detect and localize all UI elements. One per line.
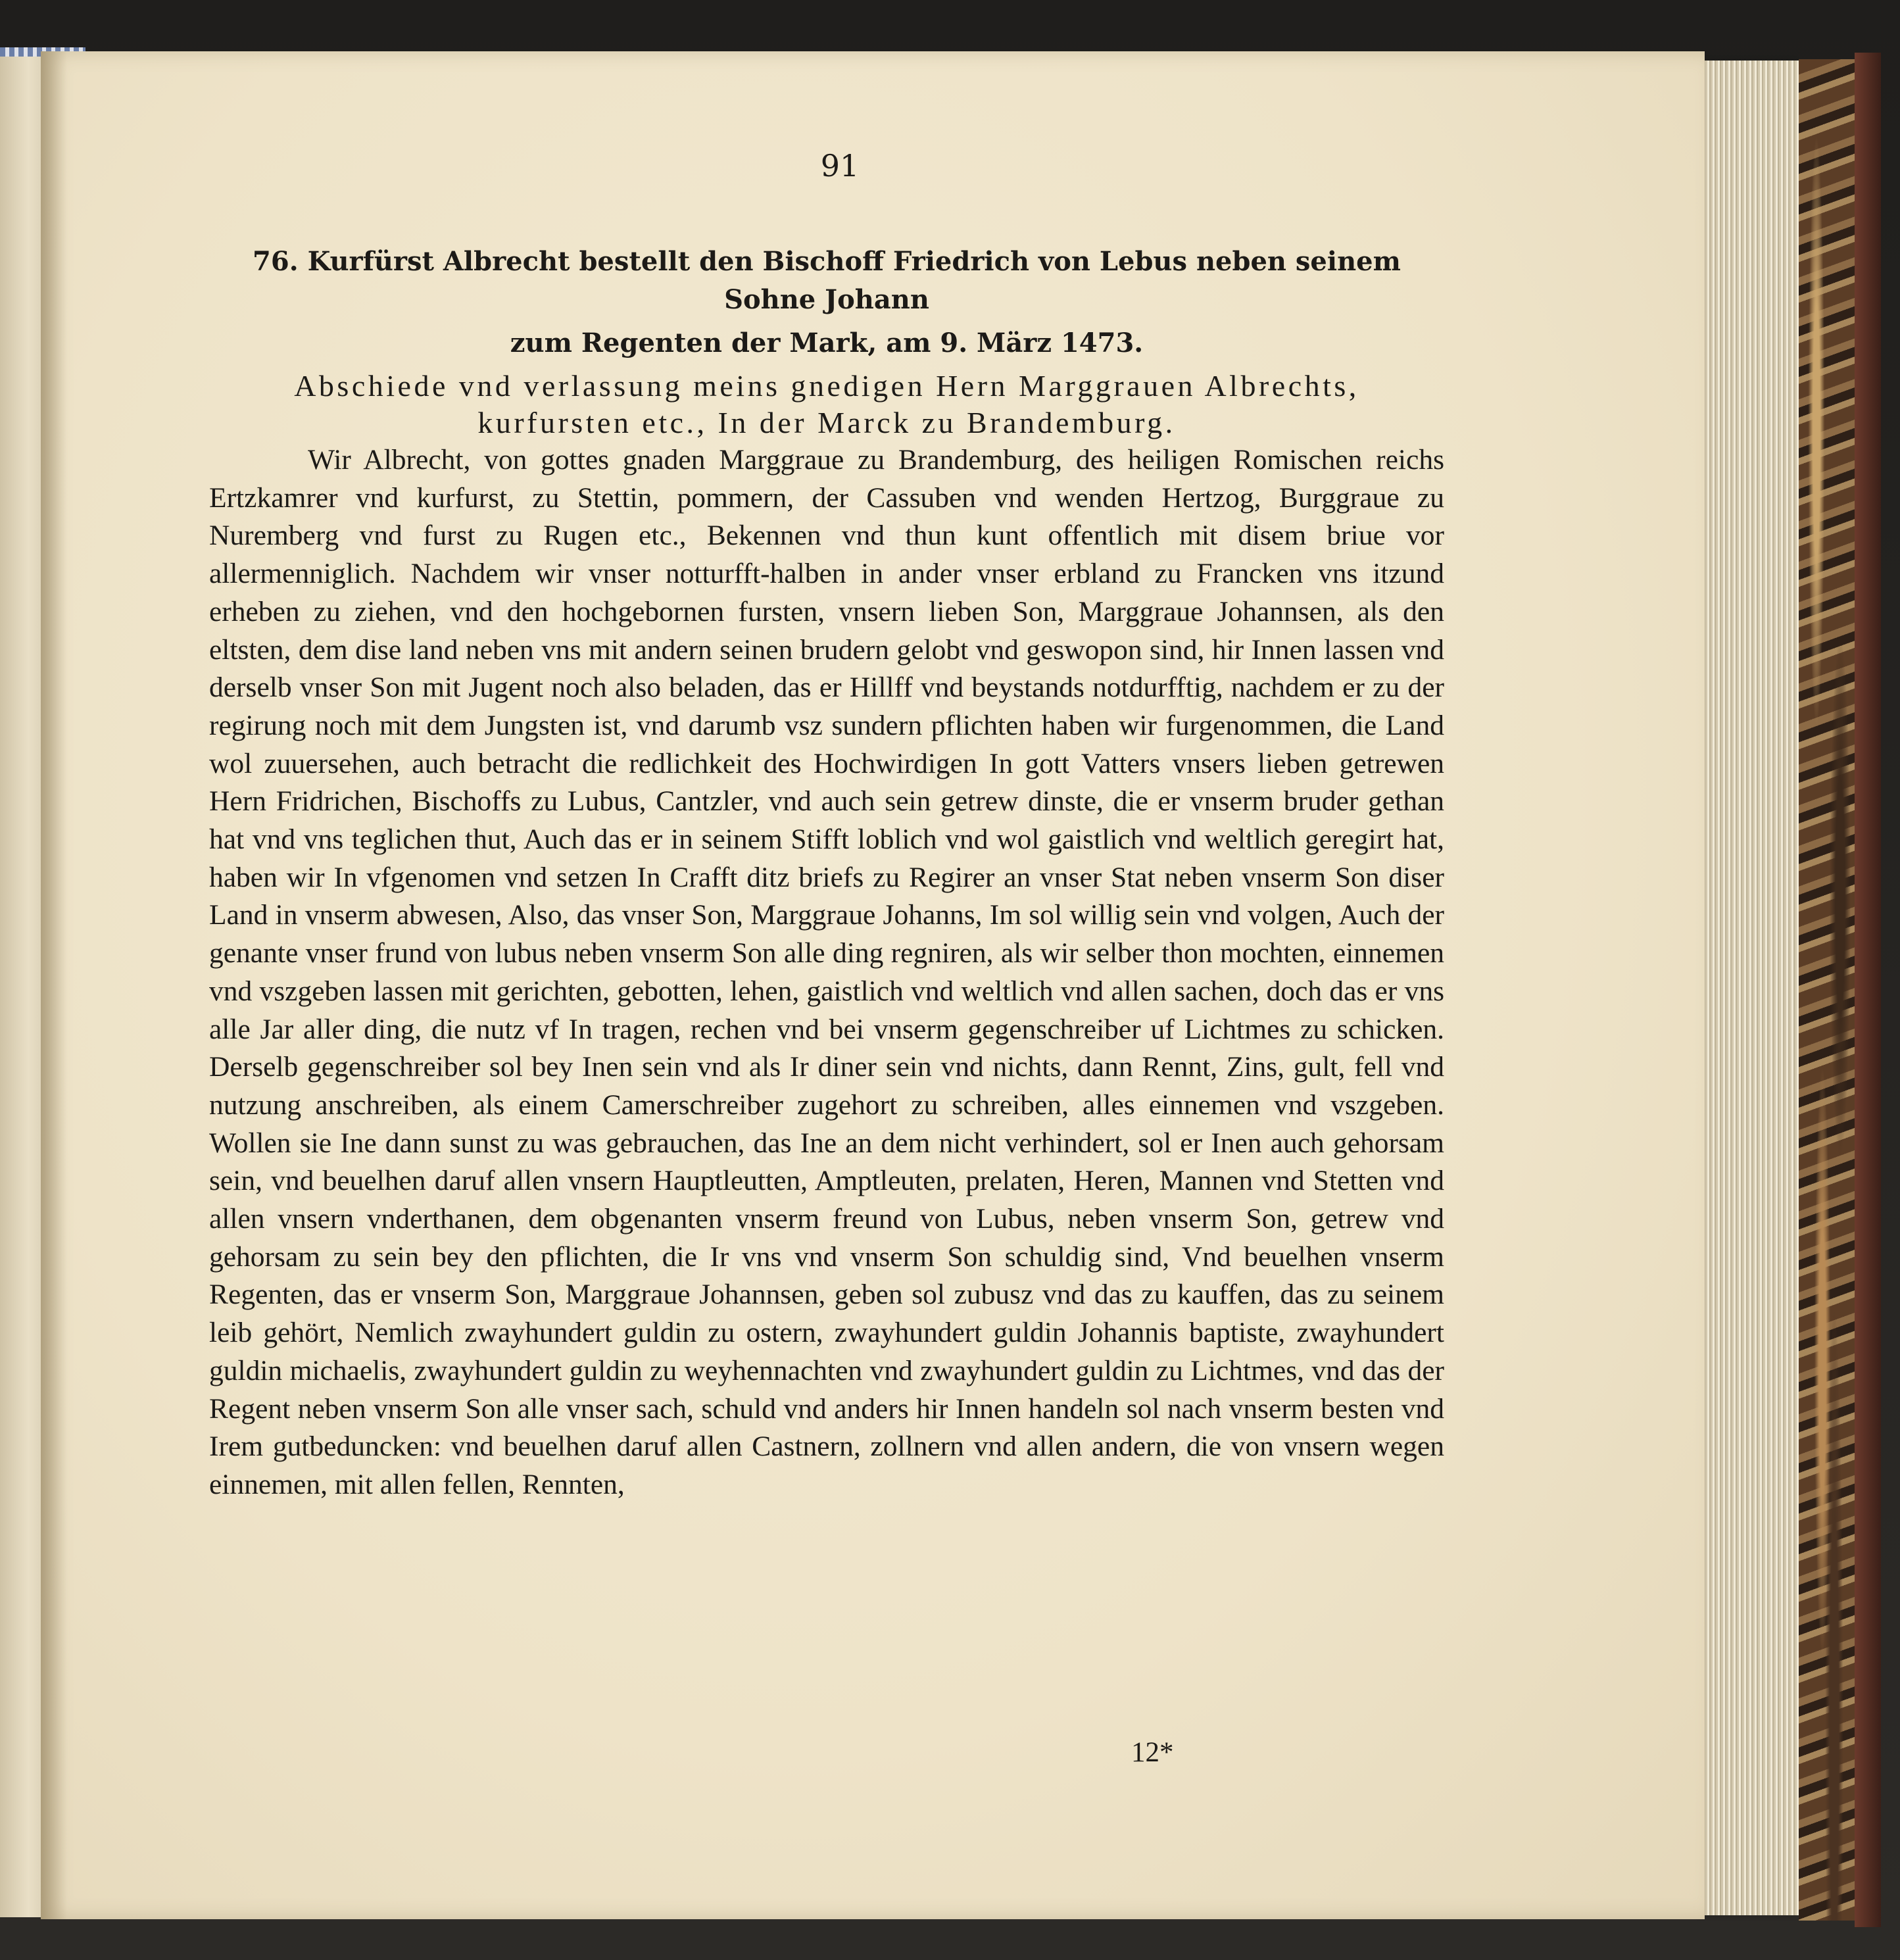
book-cover-edge <box>1855 53 1881 1927</box>
section-heading <box>209 243 1444 362</box>
text-block <box>209 148 1444 1504</box>
heading-line-1: 76. Kurfürst Albrecht bestellt den Bischoff Friedrich von Lebus neben seinem Sohne Johann <box>253 246 1401 315</box>
body-paragraph: Wir Albrecht, von gottes gnaden Marggraue zu Brandemburg, des heiligen Romischen reichs Ertzkamrer vnd kurfurst, zu Stettin, pommern, der Cassuben vnd wenden Hertzog, Burggraue zu Nuremberg vnd furst zu Rugen etc., Bekennen vnd thun kunt offentlich mit disem briue vor allermenniglich. Nachdem wir vnser notturfft-halben in ander vnser erbland zu Francken vns itzund erheben zu ziehen, vnd den hochgebornen fursten, vnsern lieben Son, Marggraue Johannsen, als den eltsten, dem dise land neben vns mit andern seinen brudern gelobt vnd geswороn sind, hir Innen lassen vnd derselb vnser Son mit Jugent noch also beladen, das er Hillff vnd beystands notdurfftig, nachdem er zu der regirung noch mit dem Jungsten ist, vnd darumb vsz sundern pflichten haben wir furgenommen, die Land wol zuuersehen, auch betracht die redlichkeit des Hochwirdigen In gott Vatters vnsers lieben getrewen Hern Fridrichen, Bischoffs zu Lubus, Cantzler, vnd auch sein getrew dinste, die er vnserm bruder gethan hat vnd vns teglichen thut, Auch das er in seinem Stifft loblich vnd wol gaistlich vnd weltlich geregirt hat, haben wir In vfgenomen vnd setzen In Crafft ditz briefs zu Regirer an vnser Stat neben vnserm Son diser Land in vnserm abwesen, Also, das vnser Son, Marggraue Johanns, Im sol willig sein vnd volgen, Auch der genante vnser frund von lubus neben vnserm Son alle ding regniren, als wir selber thon mochten, einnemen vnd vszgeben lassen mit gerichten, gebotten, lehen, gaistlich vnd weltlich vnd allen sachen, doch das er vns alle Jar aller ding, die nutz vf In tragen, rechen vnd bei vnserm gegenschreiber uf Lichtmes zu schicken. Derselb gegenschreiber sol bey Inen sein vnd als Ir diner sein vnd nichts, dann Rennt, Zins, gult, fell vnd nutzung anschreiben, als einem Camerschreiber zugehort zu schreiben, alles einnemen vnd vszgeben. Wollen sie Ine dann sunst zu was gebrauchen, das Ine an dem nicht verhindert, sol er Inen auch gehorsam sein, vnd beuelhen daruf allen vnsern Hauptleutten, Amptleuten, prelaten, Heren, Mannen vnd Stetten vnd allen vnsern vnderthanen, dem obgenanten vnserm freund von Lubus, neben vnserm Son, getrew vnd gehorsam zu sein bey den pflichten, die Ir vns vnd vnserm Son schuldig sind, Vnd beuelhen vnserm Regenten, das er vnserm Son, Marggraue Johannsen, geben sol zubusz vnd das zu kauffen, das zu seinem leib gehört, Nemlich zwayhundert guldin zu ostern, zwayhundert guldin Johannis baptiste, zwayhundert guldin michaelis, zwayhundert guldin zu weyhennachten vnd zwayhundert guldin zu Lichtmes, vnd das der Regent neben vnserm Son alle vnser sach, schuld vnd anders hir Innen handeln sol nach vnserm besten vnd Irem gutbeduncken: vnd beuelhen daruf allen Castnern, zollnern vnd allen andern, die von vnsern wegen einnemen, mit allen fellen, Rennten, <box>209 444 1444 1500</box>
document-title <box>209 368 1444 441</box>
doc-title-line-2: kurfursten etc., In der Marck zu Brandemburg. <box>477 406 1176 439</box>
heading-line-2: zum Regenten der Mark, am 9. März 1473. <box>510 328 1144 358</box>
footer-signature-mark: 12* <box>1131 1737 1174 1768</box>
body-text <box>209 441 1444 1504</box>
page-gutter-shadow <box>41 51 67 1919</box>
page-number: 91 <box>820 148 860 184</box>
marbled-edge <box>1799 59 1858 1921</box>
doc-title-line-1: Abschiede vnd verlassung meins gnedigen Hern Marggrauen Albrechts, <box>294 369 1359 403</box>
page-edges <box>1700 61 1799 1915</box>
